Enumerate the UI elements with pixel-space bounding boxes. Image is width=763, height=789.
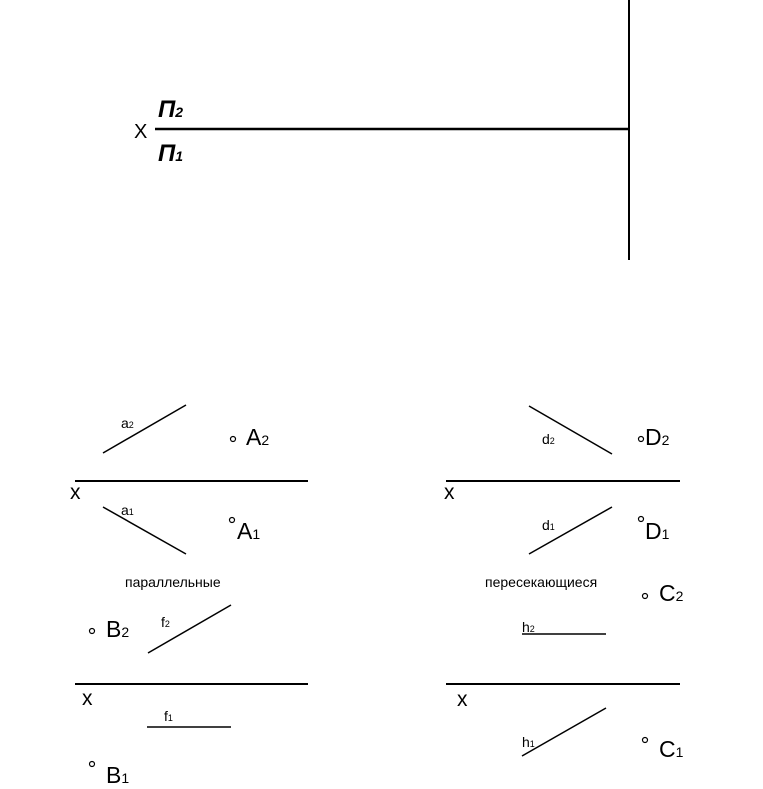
point-A2 — [231, 437, 236, 442]
label-d1: d1 — [542, 517, 555, 533]
label-f2: f2 — [161, 614, 170, 630]
label-A2: A2 — [246, 424, 270, 450]
main-axis-label: X — [134, 121, 148, 143]
caption-intersecting: пересекающиеся — [485, 574, 598, 590]
header-axis-group — [134, 0, 629, 260]
axis-label-bottom: x — [82, 687, 93, 710]
axis-label-bottom: x — [457, 688, 468, 711]
label-h2: h2 — [522, 619, 535, 635]
point-B2 — [90, 629, 95, 634]
axis-label-top: x — [444, 481, 455, 504]
plane-lower-label: П1 — [158, 140, 184, 167]
line-a2 — [103, 405, 186, 453]
point-D1 — [639, 517, 644, 522]
label-A1: A1 — [237, 518, 261, 544]
line-a1 — [103, 507, 186, 554]
label-D1: D1 — [645, 518, 670, 544]
label-C1: C1 — [659, 736, 684, 762]
label-f1: f1 — [164, 708, 173, 724]
label-h1: h1 — [522, 734, 535, 750]
panel-intersecting — [444, 406, 684, 762]
point-C1 — [643, 738, 648, 743]
point-C2 — [643, 594, 648, 599]
axis-label-top: x — [70, 481, 81, 504]
point-A1 — [230, 518, 235, 523]
point-B1 — [90, 762, 95, 767]
label-C2: C2 — [659, 580, 684, 606]
label-a2: a2 — [121, 415, 134, 431]
label-B1: B1 — [106, 762, 130, 788]
label-D2: D2 — [645, 424, 670, 450]
label-d2: d2 — [542, 431, 555, 447]
plane-upper-label: П2 — [158, 96, 184, 123]
label-B2: B2 — [106, 616, 130, 642]
label-a1: a1 — [121, 502, 134, 518]
panel-parallel — [70, 405, 308, 788]
point-D2 — [639, 437, 644, 442]
caption-parallel: параллельные — [125, 574, 221, 590]
